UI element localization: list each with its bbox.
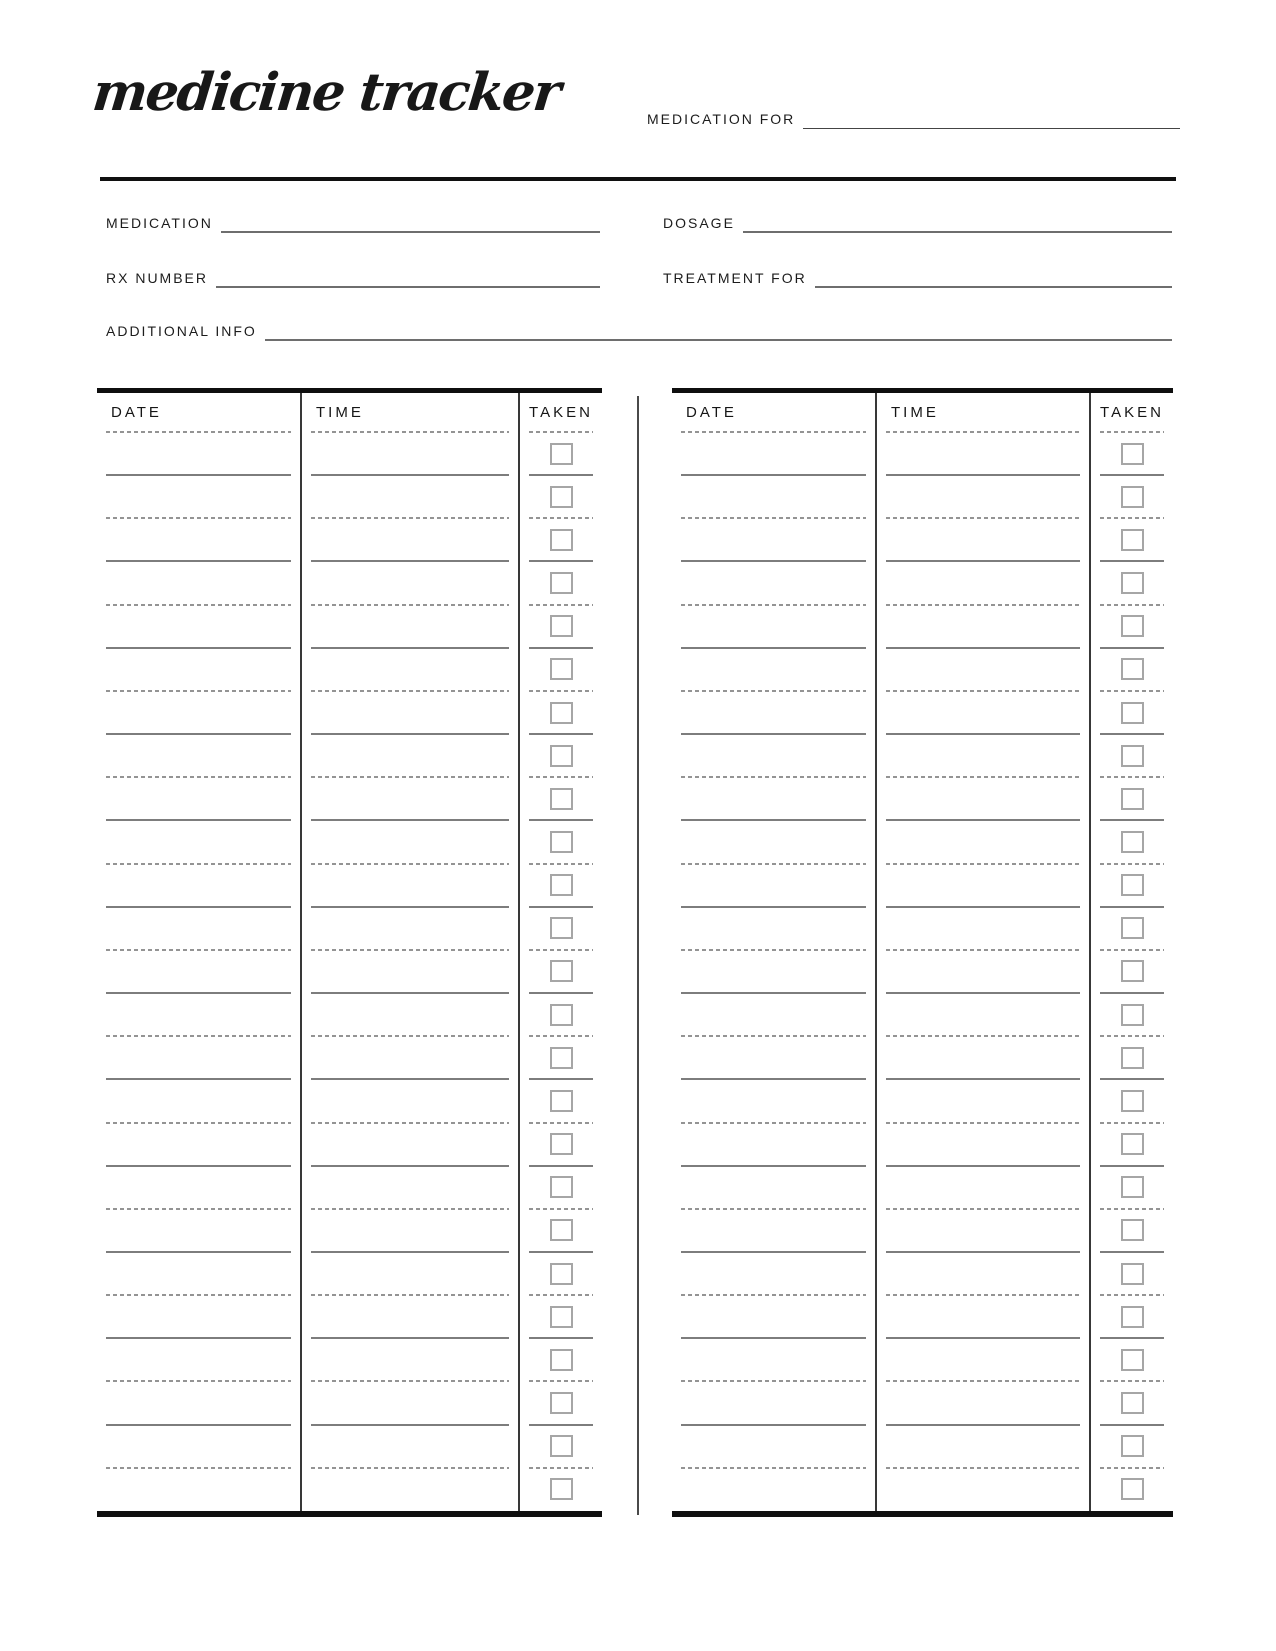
entry-cell[interactable] — [97, 864, 300, 907]
log-tables — [97, 388, 1173, 1517]
rx-number-label: RX NUMBER — [106, 270, 209, 286]
entry-cell[interactable] — [877, 864, 1089, 907]
taken-cell[interactable] — [520, 1079, 602, 1122]
entry-cell[interactable] — [302, 605, 518, 648]
taken-checkbox[interactable] — [550, 745, 573, 767]
taken-checkbox[interactable] — [550, 702, 573, 724]
entry-cell[interactable] — [302, 777, 518, 820]
entry-cell[interactable] — [97, 1079, 300, 1122]
taken-checkbox[interactable] — [550, 1004, 573, 1026]
entry-cell[interactable] — [302, 432, 518, 475]
entry-cell[interactable] — [97, 1036, 300, 1079]
taken-cell[interactable] — [520, 605, 602, 648]
taken-cell[interactable] — [1091, 605, 1173, 648]
taken-checkbox[interactable] — [550, 1435, 573, 1457]
entry-cell[interactable] — [97, 1468, 300, 1511]
taken-checkbox[interactable] — [1121, 1478, 1144, 1500]
entry-cell[interactable] — [97, 993, 300, 1036]
time-rows — [302, 432, 518, 1511]
entry-cell[interactable] — [302, 734, 518, 777]
entry-cell[interactable] — [672, 1381, 875, 1424]
entry-cell[interactable] — [877, 1209, 1089, 1252]
rx-number-input-line[interactable] — [216, 272, 600, 288]
medication-input-line[interactable] — [221, 217, 600, 233]
taken-cell[interactable] — [1091, 1123, 1173, 1166]
entry-cell[interactable] — [302, 1209, 518, 1252]
taken-cell[interactable] — [1091, 777, 1173, 820]
entry-cell[interactable] — [672, 1338, 875, 1381]
entry-cell[interactable] — [672, 1123, 875, 1166]
taken-checkbox[interactable] — [550, 1263, 573, 1285]
taken-rows — [1091, 432, 1173, 1511]
entry-cell[interactable] — [672, 1036, 875, 1079]
entry-cell[interactable] — [877, 1166, 1089, 1209]
entry-cell[interactable] — [877, 907, 1089, 950]
entry-cell[interactable] — [877, 1036, 1089, 1079]
entry-cell[interactable] — [97, 1166, 300, 1209]
taken-checkbox[interactable] — [1121, 1004, 1144, 1026]
entry-cell[interactable] — [97, 734, 300, 777]
entry-cell[interactable] — [302, 820, 518, 863]
taken-cell[interactable] — [1091, 1079, 1173, 1122]
entry-cell[interactable] — [672, 950, 875, 993]
entry-cell[interactable] — [672, 1468, 875, 1511]
taken-checkbox[interactable] — [550, 486, 573, 508]
taken-rows — [520, 432, 602, 1511]
date-column-header: DATE — [686, 404, 737, 421]
taken-cell[interactable] — [1091, 648, 1173, 691]
taken-cell[interactable] — [520, 648, 602, 691]
entry-cell[interactable] — [877, 1079, 1089, 1122]
entry-cell[interactable] — [877, 691, 1089, 734]
taken-column — [520, 393, 602, 1511]
entry-cell[interactable] — [877, 561, 1089, 604]
taken-cell[interactable] — [1091, 864, 1173, 907]
entry-cell[interactable] — [877, 1425, 1089, 1468]
additional-info-field — [106, 324, 1172, 341]
taken-cell[interactable] — [1091, 1338, 1173, 1381]
entry-cell[interactable] — [97, 1123, 300, 1166]
entry-cell[interactable] — [877, 1252, 1089, 1295]
entry-cell[interactable] — [97, 561, 300, 604]
taken-cell[interactable] — [520, 1036, 602, 1079]
entry-cell[interactable] — [97, 518, 300, 561]
entry-cell[interactable] — [672, 518, 875, 561]
entry-cell[interactable] — [877, 993, 1089, 1036]
taken-checkbox[interactable] — [1121, 1090, 1144, 1112]
taken-cell[interactable] — [1091, 907, 1173, 950]
taken-checkbox[interactable] — [1121, 745, 1144, 767]
taken-cell[interactable] — [1091, 950, 1173, 993]
entry-cell[interactable] — [302, 691, 518, 734]
entry-cell[interactable] — [97, 1295, 300, 1338]
taken-cell[interactable] — [520, 1381, 602, 1424]
log-table-left — [97, 388, 602, 1517]
header-rule — [100, 177, 1176, 181]
taken-cell[interactable] — [520, 777, 602, 820]
taken-checkbox[interactable] — [1121, 572, 1144, 594]
taken-cell[interactable] — [520, 1166, 602, 1209]
taken-cell[interactable] — [520, 1425, 602, 1468]
entry-cell[interactable] — [672, 605, 875, 648]
medication-for-field — [647, 112, 1180, 129]
taken-cell[interactable] — [1091, 1036, 1173, 1079]
entry-cell[interactable] — [877, 950, 1089, 993]
time-column — [302, 393, 518, 1511]
page-title: medicine tracker — [89, 62, 563, 123]
taken-checkbox[interactable] — [550, 1133, 573, 1155]
entry-cell[interactable] — [877, 648, 1089, 691]
taken-checkbox[interactable] — [1121, 960, 1144, 982]
taken-checkbox[interactable] — [1121, 1176, 1144, 1198]
taken-cell[interactable] — [1091, 518, 1173, 561]
taken-cell[interactable] — [520, 432, 602, 475]
entry-cell[interactable] — [302, 1381, 518, 1424]
entry-cell[interactable] — [877, 1123, 1089, 1166]
entry-cell[interactable] — [97, 1338, 300, 1381]
taken-checkbox[interactable] — [1121, 917, 1144, 939]
entry-cell[interactable] — [97, 1209, 300, 1252]
entry-cell[interactable] — [302, 1425, 518, 1468]
taken-checkbox[interactable] — [1121, 1306, 1144, 1328]
taken-checkbox[interactable] — [1121, 1349, 1144, 1371]
entry-cell[interactable] — [302, 1252, 518, 1295]
entry-cell[interactable] — [97, 820, 300, 863]
taken-cell[interactable] — [520, 950, 602, 993]
entry-cell[interactable] — [302, 648, 518, 691]
table-separator-line — [637, 396, 639, 1515]
additional-info-input-line[interactable] — [265, 325, 1172, 341]
entry-cell[interactable] — [302, 1079, 518, 1122]
entry-cell[interactable] — [302, 1036, 518, 1079]
time-rows — [877, 432, 1089, 1511]
taken-cell[interactable] — [1091, 1295, 1173, 1338]
entry-cell[interactable] — [877, 432, 1089, 475]
taken-checkbox[interactable] — [550, 1176, 573, 1198]
entry-cell[interactable] — [302, 561, 518, 604]
entry-cell[interactable] — [302, 993, 518, 1036]
taken-checkbox[interactable] — [1121, 529, 1144, 551]
taken-checkbox[interactable] — [1121, 788, 1144, 810]
taken-cell[interactable] — [520, 691, 602, 734]
taken-checkbox[interactable] — [550, 1392, 573, 1414]
entry-cell[interactable] — [672, 432, 875, 475]
taken-checkbox[interactable] — [550, 874, 573, 896]
taken-checkbox[interactable] — [1121, 874, 1144, 896]
entry-cell[interactable] — [97, 1381, 300, 1424]
entry-cell[interactable] — [877, 734, 1089, 777]
taken-cell[interactable] — [1091, 1209, 1173, 1252]
log-table-right — [672, 388, 1173, 1517]
taken-column — [1091, 393, 1173, 1511]
entry-cell[interactable] — [672, 648, 875, 691]
entry-cell[interactable] — [97, 907, 300, 950]
entry-cell[interactable] — [302, 1338, 518, 1381]
taken-checkbox[interactable] — [550, 1047, 573, 1069]
entry-cell[interactable] — [302, 1468, 518, 1511]
treatment-for-field — [663, 271, 1172, 288]
taken-cell[interactable] — [1091, 561, 1173, 604]
taken-column-header: TAKEN — [1100, 404, 1164, 421]
taken-checkbox[interactable] — [1121, 1219, 1144, 1241]
entry-cell[interactable] — [97, 605, 300, 648]
taken-cell[interactable] — [520, 475, 602, 518]
date-column — [672, 393, 875, 1511]
taken-checkbox[interactable] — [1121, 615, 1144, 637]
taken-checkbox[interactable] — [1121, 1435, 1144, 1457]
entry-cell[interactable] — [877, 1468, 1089, 1511]
taken-checkbox[interactable] — [1121, 702, 1144, 724]
taken-checkbox[interactable] — [550, 443, 573, 465]
taken-checkbox[interactable] — [550, 1090, 573, 1112]
taken-checkbox[interactable] — [1121, 1047, 1144, 1069]
entry-cell[interactable] — [97, 1252, 300, 1295]
taken-cell[interactable] — [1091, 475, 1173, 518]
taken-checkbox[interactable] — [1121, 1263, 1144, 1285]
dosage-input-line[interactable] — [743, 217, 1172, 233]
medication-label: MEDICATION — [106, 215, 213, 231]
entry-cell[interactable] — [302, 1295, 518, 1338]
treatment-for-input-line[interactable] — [815, 272, 1172, 288]
taken-cell[interactable] — [520, 734, 602, 777]
taken-checkbox[interactable] — [550, 572, 573, 594]
entry-cell[interactable] — [672, 1425, 875, 1468]
entry-cell[interactable] — [672, 1252, 875, 1295]
taken-cell[interactable] — [1091, 1252, 1173, 1295]
taken-cell[interactable] — [520, 1338, 602, 1381]
taken-checkbox[interactable] — [1121, 1392, 1144, 1414]
entry-cell[interactable] — [97, 691, 300, 734]
taken-checkbox[interactable] — [1121, 1133, 1144, 1155]
table-gap — [602, 388, 672, 1517]
entry-cell[interactable] — [672, 993, 875, 1036]
treatment-for-label: TREATMENT FOR — [663, 270, 807, 286]
taken-checkbox[interactable] — [550, 788, 573, 810]
date-rows — [672, 432, 875, 1511]
taken-cell[interactable] — [1091, 432, 1173, 475]
entry-cell[interactable] — [97, 777, 300, 820]
taken-checkbox[interactable] — [550, 529, 573, 551]
taken-cell[interactable] — [520, 1209, 602, 1252]
entry-cell[interactable] — [877, 1338, 1089, 1381]
entry-cell[interactable] — [302, 950, 518, 993]
entry-cell[interactable] — [877, 605, 1089, 648]
medication-field — [106, 216, 600, 233]
entry-cell[interactable] — [302, 518, 518, 561]
time-column — [877, 393, 1089, 1511]
time-column-header: TIME — [891, 404, 939, 421]
taken-cell[interactable] — [520, 1123, 602, 1166]
dosage-label: DOSAGE — [663, 215, 735, 231]
entry-cell[interactable] — [97, 950, 300, 993]
entry-cell[interactable] — [877, 777, 1089, 820]
entry-cell[interactable] — [672, 734, 875, 777]
entry-cell[interactable] — [877, 820, 1089, 863]
taken-checkbox[interactable] — [550, 960, 573, 982]
entry-cell[interactable] — [877, 518, 1089, 561]
date-column-header: DATE — [111, 404, 162, 421]
entry-cell[interactable] — [877, 475, 1089, 518]
entry-cell[interactable] — [97, 432, 300, 475]
taken-cell[interactable] — [1091, 993, 1173, 1036]
taken-cell[interactable] — [520, 1468, 602, 1511]
entry-cell[interactable] — [672, 561, 875, 604]
entry-cell[interactable] — [302, 475, 518, 518]
entry-cell[interactable] — [672, 777, 875, 820]
taken-cell[interactable] — [520, 1295, 602, 1338]
taken-cell[interactable] — [1091, 1166, 1173, 1209]
taken-checkbox[interactable] — [550, 615, 573, 637]
medication-for-label: MEDICATION FOR — [647, 111, 796, 127]
date-rows — [97, 432, 300, 1511]
taken-cell[interactable] — [520, 864, 602, 907]
entry-cell[interactable] — [672, 1079, 875, 1122]
taken-cell[interactable] — [520, 518, 602, 561]
entry-cell[interactable] — [672, 475, 875, 518]
entry-cell[interactable] — [97, 1425, 300, 1468]
taken-cell[interactable] — [1091, 691, 1173, 734]
taken-cell[interactable] — [520, 993, 602, 1036]
taken-checkbox[interactable] — [550, 1478, 573, 1500]
taken-checkbox[interactable] — [1121, 831, 1144, 853]
entry-cell[interactable] — [302, 864, 518, 907]
taken-checkbox[interactable] — [550, 658, 573, 680]
entry-cell[interactable] — [877, 1295, 1089, 1338]
taken-cell[interactable] — [520, 907, 602, 950]
time-column-header: TIME — [316, 404, 364, 421]
taken-cell[interactable] — [1091, 1425, 1173, 1468]
entry-cell[interactable] — [672, 1209, 875, 1252]
taken-checkbox[interactable] — [1121, 658, 1144, 680]
entry-cell[interactable] — [672, 907, 875, 950]
entry-cell[interactable] — [672, 1166, 875, 1209]
medication-for-input-line[interactable] — [803, 114, 1180, 129]
taken-checkbox[interactable] — [1121, 443, 1144, 465]
taken-checkbox[interactable] — [550, 1219, 573, 1241]
taken-cell[interactable] — [1091, 1381, 1173, 1424]
taken-cell[interactable] — [520, 1252, 602, 1295]
taken-checkbox[interactable] — [550, 831, 573, 853]
taken-cell[interactable] — [1091, 734, 1173, 777]
entry-cell[interactable] — [302, 907, 518, 950]
taken-checkbox[interactable] — [1121, 486, 1144, 508]
additional-info-label: ADDITIONAL INFO — [106, 323, 257, 339]
taken-column-header: TAKEN — [529, 404, 593, 421]
entry-cell[interactable] — [877, 1381, 1089, 1424]
taken-checkbox[interactable] — [550, 1349, 573, 1371]
taken-cell[interactable] — [1091, 820, 1173, 863]
taken-cell[interactable] — [520, 561, 602, 604]
entry-cell[interactable] — [97, 648, 300, 691]
entry-cell[interactable] — [302, 1123, 518, 1166]
rx-number-field — [106, 271, 600, 288]
dosage-field — [663, 216, 1172, 233]
taken-cell[interactable] — [520, 820, 602, 863]
taken-checkbox[interactable] — [550, 917, 573, 939]
entry-cell[interactable] — [302, 1166, 518, 1209]
taken-checkbox[interactable] — [550, 1306, 573, 1328]
entry-cell[interactable] — [672, 864, 875, 907]
entry-cell[interactable] — [672, 820, 875, 863]
taken-cell[interactable] — [1091, 1468, 1173, 1511]
entry-cell[interactable] — [672, 691, 875, 734]
entry-cell[interactable] — [97, 475, 300, 518]
entry-cell[interactable] — [672, 1295, 875, 1338]
date-column — [97, 393, 300, 1511]
